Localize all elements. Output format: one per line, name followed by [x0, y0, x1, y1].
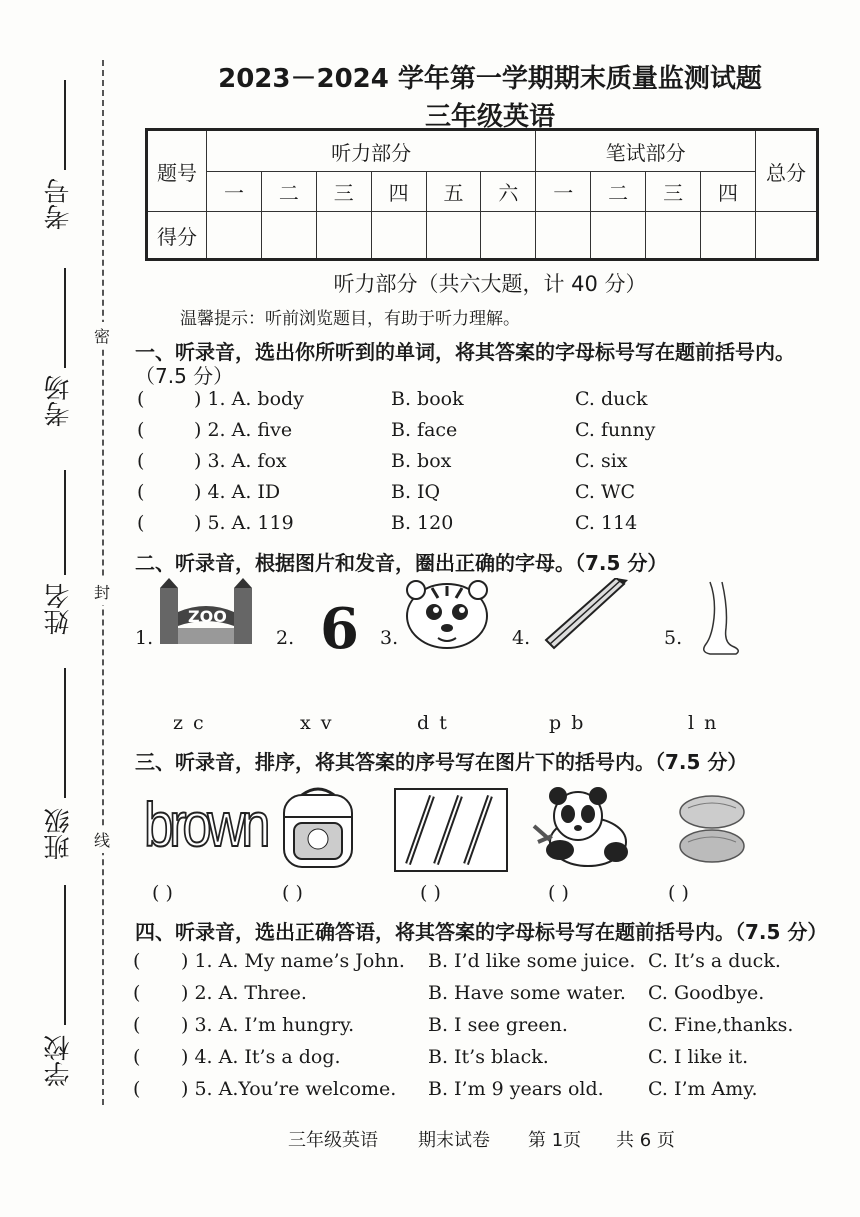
s1-option-b-2: B. face — [391, 419, 458, 441]
s1-question-4: ) 4. A. ID — [194, 481, 281, 503]
s1-option-c-1: C. duck — [575, 388, 648, 410]
score-cell[interactable] — [316, 212, 371, 260]
section2-title: 二、听录音，根据图片和发音，圈出正确的字母。（7.5 分） — [135, 551, 668, 575]
s1-option-c-5: C. 114 — [575, 512, 638, 534]
zoo-image — [158, 578, 254, 646]
row-label-score: 得分 — [147, 212, 207, 260]
letter-pair-1[interactable]: z c — [173, 712, 206, 734]
seal-char-xian: 线 — [94, 826, 110, 853]
footer-total: 共 6 页 — [616, 1130, 675, 1151]
col-listening-4: 四 — [371, 172, 426, 212]
footer-subject: 三年级英语 — [288, 1130, 378, 1151]
s2-num-5: 5. — [664, 627, 683, 649]
col-listening-3: 三 — [316, 172, 371, 212]
group-writing: 笔试部分 — [536, 130, 756, 172]
exam-number-label: 考号 — [44, 178, 74, 230]
s1-question-3: ) 3. A. fox — [194, 450, 287, 472]
s4-question-1: ) 1. A. My name’s John. — [181, 950, 405, 972]
s4-option-c-4: C. I like it. — [648, 1046, 749, 1068]
s3-blank-3[interactable]: ( ) — [420, 882, 441, 904]
score-cell[interactable] — [701, 212, 756, 260]
section1-title: 一、听录音，选出你所听到的单词，将其答案的字母标号写在题前括号内。 — [135, 340, 795, 364]
foot-image — [696, 578, 746, 660]
footer-paper: 期末试卷 — [418, 1130, 490, 1151]
s3-blank-5[interactable]: ( ) — [668, 882, 689, 904]
footer-page: 第 1页 — [528, 1130, 582, 1151]
pencil-image — [540, 578, 630, 650]
score-cell[interactable] — [261, 212, 316, 260]
s4-option-b-3: B. I see green. — [428, 1014, 568, 1036]
page-subtitle: 三年级英语 — [424, 102, 555, 132]
s4-answer-paren-4[interactable]: ( — [133, 1046, 141, 1068]
tip-text: 温馨提示：听前浏览题目，有助于听力理解。 — [180, 309, 520, 329]
s1-option-c-4: C. WC — [575, 481, 636, 503]
section4-title: 四、听录音，选出正确答语，将其答案的字母标号写在题前括号内。（7.5 分） — [135, 920, 828, 944]
page-title: 2023－2024 学年第一学期期末质量监测试题 — [218, 64, 762, 94]
score-table — [145, 128, 819, 261]
s1-answer-paren-2[interactable]: ( — [137, 419, 145, 441]
s1-question-5: ) 5. A. 119 — [194, 512, 294, 534]
letter-pair-5[interactable]: l n — [688, 712, 719, 734]
seal-char-feng: 封 — [94, 578, 110, 605]
s4-question-2: ) 2. A. Three. — [181, 982, 307, 1004]
backpack-image — [272, 783, 364, 871]
brown-word-image: brown — [144, 791, 267, 860]
bread-image — [676, 792, 746, 868]
s3-blank-4[interactable]: ( ) — [548, 882, 569, 904]
s4-option-b-1: B. I’d like some juice. — [428, 950, 636, 972]
col-listening-2: 二 — [261, 172, 316, 212]
letter-pair-4[interactable]: p b — [549, 712, 586, 734]
score-cell[interactable] — [371, 212, 426, 260]
col-listening-5: 五 — [426, 172, 481, 212]
s4-question-5: ) 5. A.You’re welcome. — [181, 1078, 397, 1100]
zoo-sign-text: ZOO — [188, 607, 227, 626]
s1-question-1: ) 1. A. body — [194, 388, 304, 410]
name-label: 姓名 — [44, 583, 74, 635]
score-cell[interactable] — [646, 212, 701, 260]
s1-option-b-4: B. IQ — [391, 481, 441, 503]
letter-pair-2[interactable]: x v — [300, 712, 334, 734]
total-label: 总分 — [756, 130, 818, 212]
school-line — [64, 885, 66, 1025]
col-writing-4: 四 — [701, 172, 756, 212]
seal-char-mi: 密 — [94, 322, 110, 349]
col-writing-3: 三 — [646, 172, 701, 212]
col-writing-1: 一 — [536, 172, 591, 212]
section1-score: （7.5 分） — [135, 364, 234, 388]
s1-question-2: ) 2. A. five — [194, 419, 293, 441]
name-line — [64, 470, 66, 575]
class-label: 班级 — [44, 808, 74, 860]
s4-answer-paren-1[interactable]: ( — [133, 950, 141, 972]
s4-question-4: ) 4. A. It’s a dog. — [181, 1046, 341, 1068]
exam-room-line — [64, 268, 66, 368]
s4-question-3: ) 3. A. I’m hungry. — [181, 1014, 355, 1036]
s1-option-c-3: C. six — [575, 450, 628, 472]
s4-option-b-4: B. It’s black. — [428, 1046, 549, 1068]
s4-answer-paren-2[interactable]: ( — [133, 982, 141, 1004]
digit-six-image: 6 — [320, 596, 359, 662]
group-listening: 听力部分 — [207, 130, 536, 172]
s1-option-c-2: C. funny — [575, 419, 656, 441]
s4-answer-paren-3[interactable]: ( — [133, 1014, 141, 1036]
score-cell[interactable] — [536, 212, 591, 260]
col-listening-6: 六 — [481, 172, 536, 212]
tiger-image — [402, 578, 492, 650]
s1-answer-paren-4[interactable]: ( — [137, 481, 145, 503]
s4-answer-paren-5[interactable]: ( — [133, 1078, 141, 1100]
score-cell[interactable] — [481, 212, 536, 260]
exam-room-label: 考场 — [44, 375, 74, 427]
s3-blank-1[interactable]: ( ) — [152, 882, 173, 904]
score-cell[interactable] — [426, 212, 481, 260]
col-listening-1: 一 — [207, 172, 262, 212]
s1-answer-paren-1[interactable]: ( — [137, 388, 145, 410]
s4-option-c-3: C. Fine,thanks. — [648, 1014, 794, 1036]
s2-num-1: 1. — [135, 627, 154, 649]
row-label-number: 题号 — [147, 130, 207, 212]
s4-option-c-1: C. It’s a duck. — [648, 950, 781, 972]
class-line — [64, 668, 66, 798]
score-cell[interactable] — [207, 212, 262, 260]
s4-option-b-2: B. Have some water. — [428, 982, 626, 1004]
s1-option-b-3: B. box — [391, 450, 452, 472]
s1-answer-paren-5[interactable]: ( — [137, 512, 145, 534]
s1-option-b-1: B. book — [391, 388, 464, 410]
s2-num-2: 2. — [276, 627, 295, 649]
s4-option-c-5: C. I’m Amy. — [648, 1078, 758, 1100]
s1-answer-paren-3[interactable]: ( — [137, 450, 145, 472]
score-cell[interactable] — [591, 212, 646, 260]
letter-pair-3[interactable]: d t — [417, 712, 449, 734]
section3-title: 三、听录音，排序，将其答案的序号写在图片下的括号内。（7.5 分） — [135, 750, 748, 774]
listening-header: 听力部分（共六大题，计 40 分） — [333, 272, 647, 296]
col-writing-2: 二 — [591, 172, 646, 212]
score-cell[interactable] — [756, 212, 818, 260]
s1-option-b-5: B. 120 — [391, 512, 454, 534]
s2-num-3: 3. — [380, 627, 399, 649]
s2-num-4: 4. — [512, 627, 531, 649]
s4-option-b-5: B. I’m 9 years old. — [428, 1078, 604, 1100]
pens-image — [394, 788, 508, 872]
school-label: 学校 — [44, 1035, 74, 1087]
s3-blank-2[interactable]: ( ) — [282, 882, 303, 904]
s4-option-c-2: C. Goodbye. — [648, 982, 765, 1004]
panda-image — [530, 786, 634, 868]
exam-number-line — [64, 80, 66, 170]
